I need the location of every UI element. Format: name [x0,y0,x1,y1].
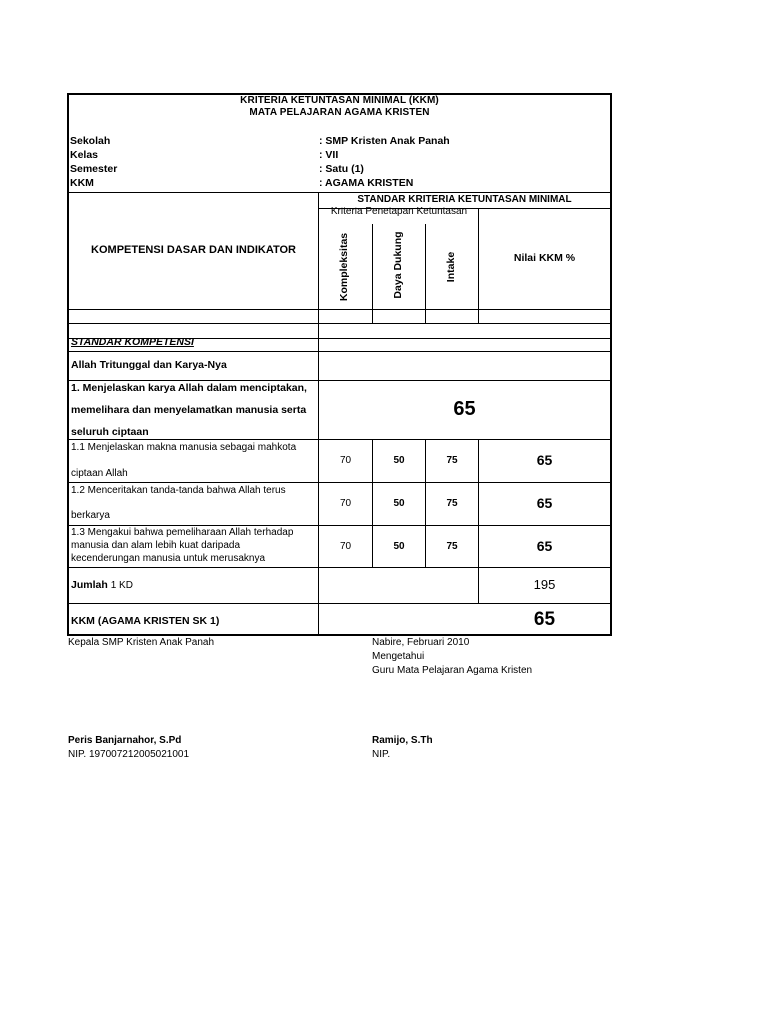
info-value-semester: : Satu (1) [319,163,364,175]
row2-intake: 75 [446,498,458,509]
sheet-title: KRITERIA KETUNTASAN MINIMAL (KKM) [240,95,439,106]
row3-intake: 75 [446,541,458,552]
jumlah-value: 195 [533,577,556,592]
line [69,567,610,568]
col-daya-dukung-header: Daya Dukung [392,231,404,299]
line [69,603,610,604]
row3-daya: 50 [393,541,405,552]
row1-intake: 75 [446,455,458,466]
line [69,351,610,352]
info-label-kelas: Kelas [70,149,99,161]
row2-daya: 50 [393,498,405,509]
row3-line3: kecenderungan manusia untuk merusaknya [71,553,266,564]
kkm-value: 65 [533,609,556,630]
sk-line1: 1. Menjelaskan karya Allah dalam menciptakan, [71,382,307,394]
row1-line2: ciptaan Allah [71,468,128,479]
standar-header: STANDAR KRITERIA KETUNTASAN MINIMAL [357,194,572,205]
row2-line2: berkarya [71,510,110,521]
kkm-sheet [67,93,612,636]
row1-kompleksitas: 70 [339,455,352,466]
line [69,323,610,324]
kompetensi-header: KOMPETENSI DASAR DAN INDIKATOR [91,244,296,256]
line [69,482,610,483]
row2-nilai: 65 [536,495,553,511]
info-label-sekolah: Sekolah [70,135,111,147]
row2-kompleksitas: 70 [339,498,352,509]
line [425,224,426,324]
footer-right-nip: NIP. [372,749,391,760]
line [69,380,610,381]
sheet-subtitle: MATA PELAJARAN AGAMA KRISTEN [249,107,430,118]
sk-line3: seluruh ciptaan [71,426,149,438]
footer-right-name: Ramijo, S.Th [372,735,433,746]
row3-line1: 1.3 Mengakui bahwa pemeliharaan Allah terhadap [71,527,294,538]
col-kompleksitas-header: Kompleksitas [338,232,350,302]
footer-right-know: Mengetahui [372,651,425,662]
standar-kompetensi-label: STANDAR KOMPETENSI [71,336,194,348]
row1-nilai: 65 [536,452,553,468]
row1-line1: 1.1 Menjelaskan makna manusia sebagai mahkota [71,442,297,453]
info-value-sekolah: : SMP Kristen Anak Panah [319,135,450,147]
jumlah-kd: 1 KD [110,580,133,591]
info-value-kelas: : VII [319,149,339,161]
row3-nilai: 65 [536,538,553,554]
kriteria-header: Kriteria Penetapan Ketuntasan [330,207,468,217]
info-value-kkm: : AGAMA KRISTEN [319,177,414,189]
kkm-label: KKM (AGAMA KRISTEN SK 1) [71,615,220,627]
col-nilai-header: Nilai KKM % [513,252,576,264]
row3-line2: manusia dan alam lebih kuat daripada [71,540,240,551]
footer-left-name: Peris Banjarnahor, S.Pd [68,735,182,746]
line [69,525,610,526]
topic-label: Allah Tritunggal dan Karya-Nya [71,359,227,371]
sk-nilai: 65 [453,398,476,420]
info-label-kkm: KKM [70,177,94,189]
line [69,192,610,193]
line [69,439,610,440]
jumlah-label: Jumlah [71,579,108,591]
line [372,224,373,324]
row1-daya: 50 [393,455,405,466]
col-intake-header: Intake [445,251,457,283]
row3-kompleksitas: 70 [339,541,352,552]
line [69,309,610,310]
info-label-semester: Semester [70,163,118,175]
sk-line2: memelihara dan menyelamatkan manusia serta [71,404,307,416]
row2-line1: 1.2 Menceritakan tanda-tanda bahwa Allah terus [71,485,286,496]
footer-right-title: Guru Mata Pelajaran Agama Kristen [372,665,533,676]
footer-right-place: Nabire, Februari 2010 [372,637,470,648]
jumlah-row [71,579,133,591]
footer-left-nip: NIP. 197007212005021001 [68,749,190,760]
line [478,208,479,324]
footer-left-title: Kepala SMP Kristen Anak Panah [68,637,215,648]
